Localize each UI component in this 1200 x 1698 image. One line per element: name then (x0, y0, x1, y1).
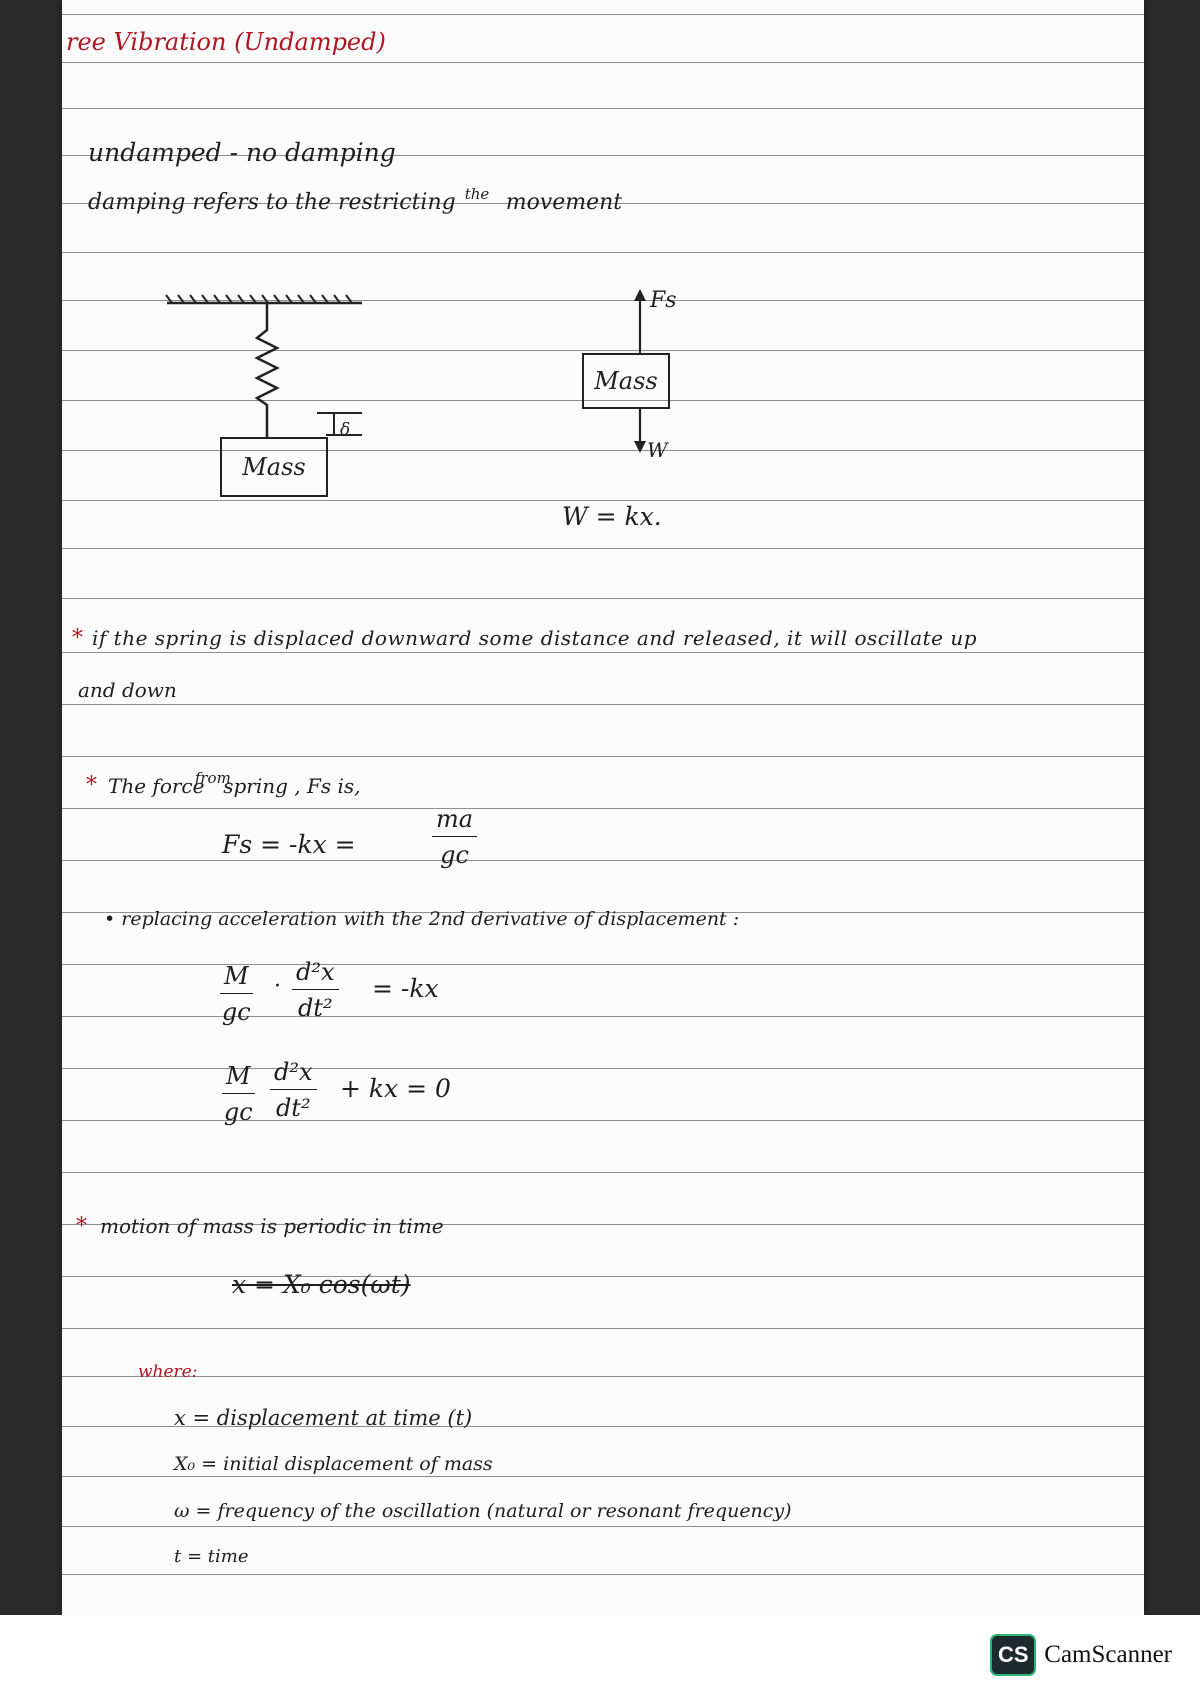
weight-equation: W = kx. (562, 502, 662, 531)
bullet1-line2: and down (78, 678, 177, 702)
arrow-up-head (634, 289, 646, 301)
weight-label: W (647, 438, 668, 462)
ruled-line (62, 756, 1144, 757)
definition-item: x = displacement at time (t) (174, 1406, 473, 1430)
ruled-line (62, 108, 1144, 109)
deflection-label: δ (340, 420, 351, 440)
ruled-line (62, 1574, 1144, 1575)
spring-force-fraction (432, 805, 477, 869)
spring-coil (257, 303, 277, 437)
spring-force-equation-lhs: Fs = -kx = (222, 830, 356, 859)
eq2-mass-fraction (220, 962, 253, 1026)
ruled-line (62, 1172, 1144, 1173)
ruled-line (62, 598, 1144, 599)
ruled-line (62, 62, 1144, 63)
bullet2-text-a: The force (108, 774, 205, 798)
bullet2-line (108, 769, 361, 798)
fraction-denominator: dt² (275, 1094, 311, 1122)
definition-item: t = time (174, 1546, 249, 1567)
multiply-dot: · (274, 974, 281, 999)
ruled-line (62, 1328, 1144, 1329)
bullet-star: * (76, 1214, 87, 1239)
ruled-line (62, 1376, 1144, 1377)
eq3-mass-fraction (222, 1062, 255, 1126)
camscanner-name: CamScanner (1044, 1641, 1172, 1668)
fraction-numerator: M (220, 962, 253, 994)
eq2-derivative-fraction (292, 958, 339, 1022)
where-label: where: (138, 1362, 198, 1382)
fraction-denominator: dt² (297, 994, 333, 1022)
hanging-mass-box: Mass (220, 437, 328, 497)
notebook-page (62, 0, 1144, 1615)
bullet-star: * (72, 626, 83, 651)
eq2-rhs: = -kx (372, 974, 439, 1003)
ruled-line (62, 1526, 1144, 1527)
definition-undamped: undamped - no damping (88, 138, 396, 167)
inserted-word: the (464, 185, 490, 203)
arrow-down-head (634, 441, 646, 453)
bullet1-line1: if the spring is displaced downward some distance and released, it will oscillate up (92, 626, 978, 650)
ruled-line (62, 652, 1144, 653)
ruled-line (62, 14, 1144, 15)
ruled-line (62, 704, 1144, 705)
definition-damping-end: movement (505, 190, 623, 215)
page-title: ree Vibration (Undamped) (66, 28, 386, 56)
bullet2-text-b: spring , Fs is, (223, 774, 361, 798)
free-body-mass-box: Mass (582, 353, 670, 409)
ruled-line (62, 1276, 1144, 1277)
ruled-line (62, 252, 1144, 253)
bullet-star: * (86, 773, 97, 798)
ruled-line (62, 808, 1144, 809)
definition-item: X₀ = initial displacement of mass (174, 1453, 493, 1475)
fraction-numerator: ma (432, 805, 477, 837)
fraction-numerator: d²x (270, 1058, 317, 1090)
displacement-equation: x = X₀ cos(ωt) (232, 1270, 411, 1299)
camscanner-logo-icon: CS (990, 1634, 1036, 1676)
eq3-derivative-fraction (270, 1058, 317, 1122)
bullet3-line: • replacing acceleration with the 2nd derivative of displacement : (104, 908, 740, 930)
definition-damping-text: damping refers to the restricting (88, 190, 456, 215)
fraction-denominator: gc (221, 998, 251, 1026)
fraction-numerator: d²x (292, 958, 339, 990)
ruled-line (62, 548, 1144, 549)
bullet4-line: motion of mass is periodic in time (100, 1214, 444, 1238)
ruled-line (62, 1476, 1144, 1477)
bullet3-text: replacing acceleration with the 2nd derivative of displacement : (121, 908, 740, 930)
force-spring-label: Fs (650, 288, 677, 313)
inserted-word: from (194, 769, 231, 787)
definition-damping (88, 185, 623, 215)
fraction-numerator: M (222, 1062, 255, 1094)
definition-item: ω = frequency of the oscillation (natural or resonant frequency) (174, 1500, 792, 1522)
eq3-rhs: + kx = 0 (340, 1074, 451, 1103)
ruled-line (62, 860, 1144, 861)
camscanner-watermark (990, 1634, 1172, 1676)
fraction-denominator: gc (223, 1098, 253, 1126)
fraction-denominator: gc (440, 841, 469, 869)
